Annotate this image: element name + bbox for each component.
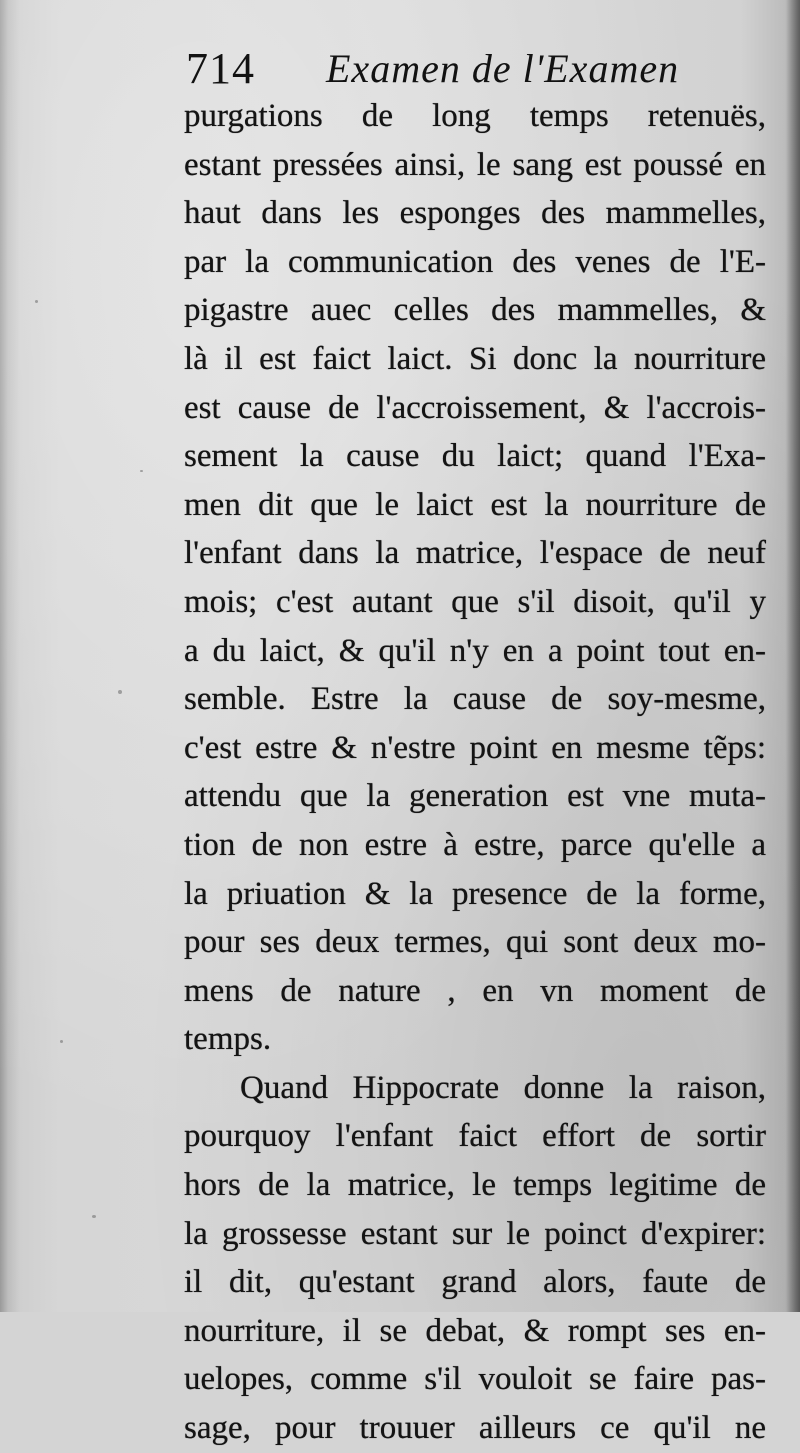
paper-speck <box>92 1215 96 1218</box>
body-text <box>184 92 766 1453</box>
text-line: la priuation & la presence de la forme, <box>184 875 766 912</box>
text-line: pigastre auec celles des mammelles, & <box>184 292 766 329</box>
text-line: la grossesse estant sur le poinct d'expirer: <box>184 1215 766 1252</box>
paper-speck <box>60 1040 63 1043</box>
text-line: là il est faict laict. Si donc la nourriture <box>184 340 766 377</box>
text-line: pourquoy l'enfant faict effort de sortir <box>184 1118 766 1155</box>
paper-speck <box>35 300 38 303</box>
text-line: attendu que la generation est vne muta- <box>184 778 766 815</box>
text-line: tion de non estre à estre, parce qu'elle a <box>184 826 766 863</box>
text-line: est cause de l'accroissement, & l'accrois- <box>184 389 766 426</box>
text-line: sement la cause du laict; quand l'Exa- <box>184 438 766 475</box>
paper-speck <box>140 470 143 472</box>
text-line: hors de la matrice, le temps legitime de <box>184 1167 766 1204</box>
paragraph-first-line: Quand Hippocrate donne la raison, <box>240 1069 766 1106</box>
text-line: sage, pour trouuer ailleurs ce qu'il ne <box>184 1410 766 1447</box>
text-line: pour ses deux termes, qui sont deux mo- <box>184 924 766 961</box>
text-line: mois; c'est autant que s'il disoit, qu'il y <box>184 583 766 620</box>
paragraph-end-line: temps. <box>184 1021 272 1058</box>
text-line: semble. Estre la cause de soy-mesme, <box>184 681 766 718</box>
running-title: Examen de l'Examen <box>326 46 680 91</box>
text-line: purgations de long temps retenuës, <box>184 98 766 134</box>
text-line: c'est estre & n'estre point en mesme tẽps: <box>184 729 766 766</box>
text-line: l'enfant dans la matrice, l'espace de neuf <box>184 535 766 572</box>
running-head <box>186 40 746 100</box>
paper-speck <box>118 690 122 694</box>
text-line: il dit, qu'estant grand alors, faute de <box>184 1264 766 1301</box>
text-line: uelopes, comme s'il vouloit se faire pas- <box>184 1361 766 1398</box>
text-line: estant pressées ainsi, le sang est poussé en <box>184 146 766 183</box>
page-gutter-shadow <box>786 0 800 1312</box>
text-line: haut dans les esponges des mammelles, <box>184 195 766 232</box>
text-line: par la communication des venes de l'E- <box>184 243 766 280</box>
text-line: nourriture, il se debat, & rompt ses en- <box>184 1312 766 1349</box>
page-number: 714 <box>186 44 255 93</box>
text-line: men dit que le laict est la nourriture de <box>184 486 766 523</box>
text-line: a du laict, & qu'il n'y en a point tout en- <box>184 632 766 669</box>
text-line: mens de nature , en vn moment de <box>184 972 766 1009</box>
